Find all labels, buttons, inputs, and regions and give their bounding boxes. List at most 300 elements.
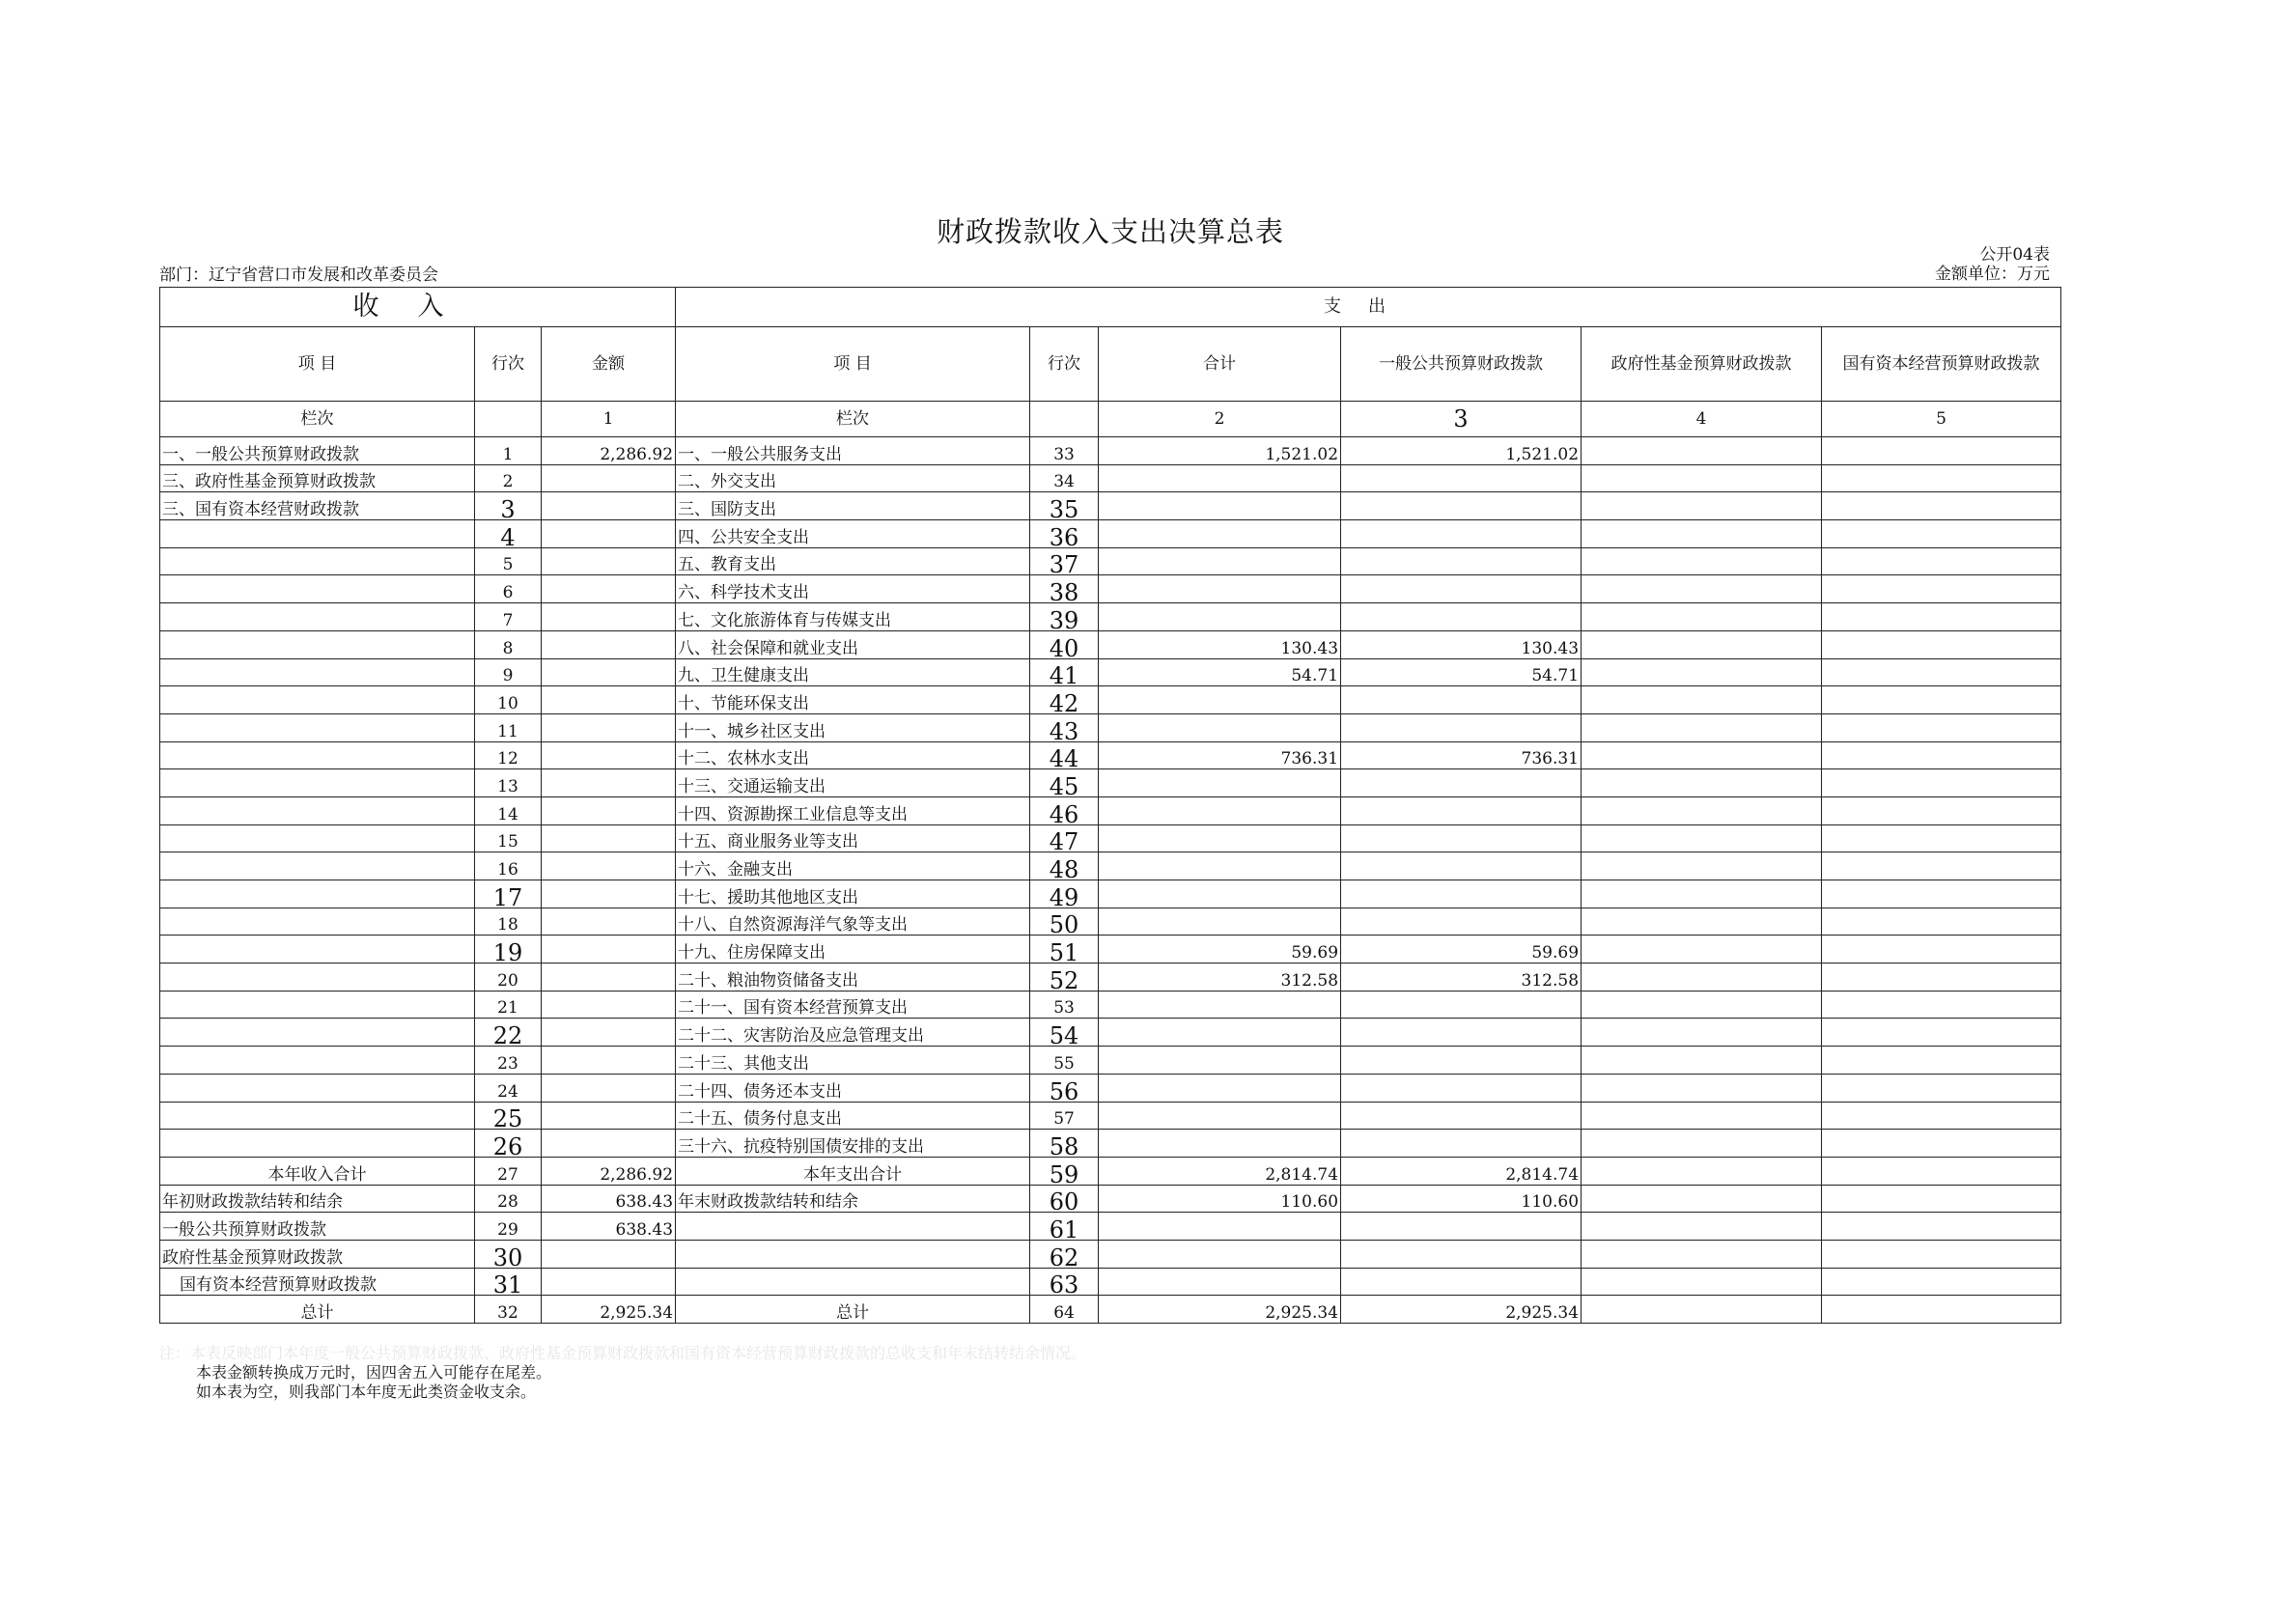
state-capital-cell	[1822, 713, 2061, 741]
expense-line-cell: 55	[1030, 1047, 1099, 1075]
general-budget-cell	[1341, 769, 1582, 797]
expense-item-cell: 十七、援助其他地区支出	[676, 880, 1030, 908]
income-item-cell	[160, 630, 475, 658]
gov-fund-cell	[1582, 964, 1822, 992]
income-amount-cell	[542, 824, 676, 852]
total-cell	[1099, 464, 1341, 492]
unit-label: 金额单位：万元	[1935, 265, 2050, 284]
expense-line-cell: 51	[1030, 936, 1099, 964]
col-expense-line: 行次	[1030, 327, 1099, 402]
income-line-cell: 27	[475, 1157, 542, 1185]
total-cell	[1099, 1074, 1341, 1102]
state-capital-cell	[1822, 1296, 2061, 1324]
expense-item-cell: 总计	[676, 1296, 1030, 1324]
col-state-capital: 国有资本经营预算财政拨款	[1822, 327, 2061, 402]
gov-fund-cell	[1582, 1213, 1822, 1241]
income-amount-cell	[542, 575, 676, 603]
income-item-cell	[160, 769, 475, 797]
note-line-1: 本表金额转换成万元时，因四舍五入可能存在尾差。	[196, 1363, 552, 1382]
income-item-cell	[160, 936, 475, 964]
income-item-cell	[160, 1130, 475, 1158]
income-amount-cell	[542, 796, 676, 824]
table-row	[160, 1157, 2061, 1185]
table-row	[160, 741, 2061, 769]
income-line-cell: 21	[475, 991, 542, 1019]
expense-item-cell: 十九、住房保障支出	[676, 936, 1030, 964]
general-budget-cell: 2,814.74	[1341, 1157, 1582, 1185]
income-item-cell	[160, 796, 475, 824]
income-item-cell	[160, 908, 475, 936]
gov-fund-cell	[1582, 1157, 1822, 1185]
expense-line-cell: 34	[1030, 464, 1099, 492]
expense-item-cell: 十八、自然资源海洋气象等支出	[676, 908, 1030, 936]
state-capital-cell	[1822, 547, 2061, 575]
income-line-cell: 26	[475, 1130, 542, 1158]
table-row	[160, 437, 2061, 465]
general-budget-cell	[1341, 1047, 1582, 1075]
total-cell	[1099, 492, 1341, 520]
income-item-cell	[160, 658, 475, 686]
expense-line-cell: 58	[1030, 1130, 1099, 1158]
col-num-4: 4	[1582, 402, 1822, 437]
total-cell	[1099, 1102, 1341, 1130]
page-title: 财政拨款收入支出决算总表	[936, 215, 1284, 248]
expense-item-cell: 二十一、国有资本经营预算支出	[676, 991, 1030, 1019]
expense-item-cell: 十一、城乡社区支出	[676, 713, 1030, 741]
income-item-cell	[160, 741, 475, 769]
expense-line-cell: 60	[1030, 1185, 1099, 1213]
income-header: 收入	[160, 288, 676, 327]
income-item-cell	[160, 603, 475, 631]
expense-item-cell	[676, 1213, 1030, 1241]
general-budget-cell	[1341, 1240, 1582, 1268]
expense-item-cell	[676, 1240, 1030, 1268]
total-cell	[1099, 1240, 1341, 1268]
state-capital-cell	[1822, 1157, 2061, 1185]
income-line-cell: 13	[475, 769, 542, 797]
general-budget-cell	[1341, 1102, 1582, 1130]
general-budget-cell: 312.58	[1341, 964, 1582, 992]
income-amount-cell	[542, 1074, 676, 1102]
notes	[159, 1344, 1086, 1402]
state-capital-cell	[1822, 464, 2061, 492]
expense-item-cell: 二十五、债务付息支出	[676, 1102, 1030, 1130]
general-budget-cell	[1341, 908, 1582, 936]
income-item-cell: 三、国有资本经营财政拨款	[160, 492, 475, 520]
expense-item-cell: 三十六、抗疫特别国债安排的支出	[676, 1130, 1030, 1158]
total-cell	[1099, 1268, 1341, 1296]
income-item-cell: 年初财政拨款结转和结余	[160, 1185, 475, 1213]
income-item-cell	[160, 575, 475, 603]
income-line-cell: 11	[475, 713, 542, 741]
state-capital-cell	[1822, 630, 2061, 658]
col-general-budget: 一般公共预算财政拨款	[1341, 327, 1582, 402]
income-line-cell: 19	[475, 936, 542, 964]
expense-item-cell: 十四、资源勘探工业信息等支出	[676, 796, 1030, 824]
state-capital-cell	[1822, 1047, 2061, 1075]
state-capital-cell	[1822, 880, 2061, 908]
income-line-cell: 15	[475, 824, 542, 852]
expense-item-cell: 年末财政拨款结转和结余	[676, 1185, 1030, 1213]
income-amount-cell	[542, 1130, 676, 1158]
income-line-cell: 4	[475, 520, 542, 548]
income-line-cell: 5	[475, 547, 542, 575]
income-line-cell: 14	[475, 796, 542, 824]
table-row	[160, 520, 2061, 548]
expense-line-cell: 37	[1030, 547, 1099, 575]
table-row	[160, 1240, 2061, 1268]
total-cell	[1099, 575, 1341, 603]
expense-item-cell: 九、卫生健康支出	[676, 658, 1030, 686]
gov-fund-cell	[1582, 991, 1822, 1019]
state-capital-cell	[1822, 908, 2061, 936]
income-line-cell: 12	[475, 741, 542, 769]
expense-item-cell: 本年支出合计	[676, 1157, 1030, 1185]
income-amount-cell	[542, 852, 676, 880]
col-num-label-left: 栏次	[160, 402, 475, 437]
state-capital-cell	[1822, 964, 2061, 992]
state-capital-cell	[1822, 575, 2061, 603]
col-income-item: 项 目	[160, 327, 475, 402]
col-total: 合计	[1099, 327, 1341, 402]
income-amount-cell	[542, 991, 676, 1019]
income-line-cell: 7	[475, 603, 542, 631]
expense-item-cell: 二十二、灾害防治及应急管理支出	[676, 1019, 1030, 1047]
expense-line-cell: 59	[1030, 1157, 1099, 1185]
income-line-cell: 17	[475, 880, 542, 908]
section-header-row	[160, 288, 2061, 327]
table-row	[160, 1130, 2061, 1158]
table-row	[160, 964, 2061, 992]
expense-line-cell: 33	[1030, 437, 1099, 465]
income-amount-cell	[542, 1019, 676, 1047]
income-item-cell	[160, 852, 475, 880]
note-faint: 注：本表反映部门本年度一般公共预算财政拨款、政府性基金预算财政拨款和国有资本经营预算财政拨款的总收支和年末结转结余情况。	[159, 1344, 1087, 1362]
table-row	[160, 630, 2061, 658]
total-cell: 130.43	[1099, 630, 1341, 658]
income-line-cell: 8	[475, 630, 542, 658]
expense-item-cell: 三、国防支出	[676, 492, 1030, 520]
income-line-cell: 28	[475, 1185, 542, 1213]
income-amount-cell	[542, 658, 676, 686]
table-row	[160, 658, 2061, 686]
table-row	[160, 796, 2061, 824]
general-budget-cell: 59.69	[1341, 936, 1582, 964]
expense-item-cell: 一、一般公共服务支出	[676, 437, 1030, 465]
table-row	[160, 575, 2061, 603]
general-budget-cell	[1341, 520, 1582, 548]
general-budget-cell: 110.60	[1341, 1185, 1582, 1213]
general-budget-cell: 130.43	[1341, 630, 1582, 658]
col-num-3: 3	[1341, 402, 1582, 437]
income-item-cell: 一般公共预算财政拨款	[160, 1213, 475, 1241]
state-capital-cell	[1822, 1240, 2061, 1268]
income-amount-cell	[542, 936, 676, 964]
income-line-cell: 32	[475, 1296, 542, 1324]
gov-fund-cell	[1582, 1074, 1822, 1102]
col-num-1: 1	[542, 402, 676, 437]
col-income-amount: 金额	[542, 327, 676, 402]
general-budget-cell	[1341, 686, 1582, 714]
total-cell: 59.69	[1099, 936, 1341, 964]
expense-line-cell: 56	[1030, 1074, 1099, 1102]
income-line-cell: 20	[475, 964, 542, 992]
expense-item-cell: 十三、交通运输支出	[676, 769, 1030, 797]
col-num-empty	[475, 402, 542, 437]
income-item-cell	[160, 713, 475, 741]
gov-fund-cell	[1582, 1102, 1822, 1130]
gov-fund-cell	[1582, 1240, 1822, 1268]
expense-item-cell: 六、科学技术支出	[676, 575, 1030, 603]
income-amount-cell: 638.43	[542, 1185, 676, 1213]
gov-fund-cell	[1582, 1047, 1822, 1075]
income-amount-cell	[542, 908, 676, 936]
state-capital-cell	[1822, 852, 2061, 880]
total-cell	[1099, 908, 1341, 936]
expense-header: 支出	[676, 288, 2061, 327]
expense-line-cell: 47	[1030, 824, 1099, 852]
income-item-cell	[160, 1047, 475, 1075]
table-row	[160, 547, 2061, 575]
budget-table	[159, 287, 2061, 1324]
total-cell	[1099, 824, 1341, 852]
expense-item-cell: 十五、商业服务业等支出	[676, 824, 1030, 852]
gov-fund-cell	[1582, 852, 1822, 880]
income-amount-cell	[542, 464, 676, 492]
table-row	[160, 1213, 2061, 1241]
total-cell	[1099, 547, 1341, 575]
income-item-cell	[160, 520, 475, 548]
gov-fund-cell	[1582, 796, 1822, 824]
expense-item-cell	[676, 1268, 1030, 1296]
gov-fund-cell	[1582, 437, 1822, 465]
expense-line-cell: 50	[1030, 908, 1099, 936]
income-amount-cell: 2,286.92	[542, 1157, 676, 1185]
gov-fund-cell	[1582, 936, 1822, 964]
income-amount-cell	[542, 1268, 676, 1296]
income-amount-cell	[542, 769, 676, 797]
income-line-cell: 18	[475, 908, 542, 936]
income-amount-cell	[542, 741, 676, 769]
total-cell: 1,521.02	[1099, 437, 1341, 465]
note-line-2: 如本表为空，则我部门本年度无此类资金收支余。	[196, 1383, 537, 1401]
income-line-cell: 31	[475, 1268, 542, 1296]
state-capital-cell	[1822, 1019, 2061, 1047]
gov-fund-cell	[1582, 1296, 1822, 1324]
expense-line-cell: 42	[1030, 686, 1099, 714]
income-line-cell: 25	[475, 1102, 542, 1130]
income-line-cell: 3	[475, 492, 542, 520]
state-capital-cell	[1822, 1268, 2061, 1296]
total-cell	[1099, 769, 1341, 797]
income-line-cell: 24	[475, 1074, 542, 1102]
expense-item-cell: 二、外交支出	[676, 464, 1030, 492]
income-item-cell: 一、一般公共预算财政拨款	[160, 437, 475, 465]
table-row	[160, 686, 2061, 714]
table-row	[160, 908, 2061, 936]
income-amount-cell	[542, 1102, 676, 1130]
gov-fund-cell	[1582, 1185, 1822, 1213]
total-cell: 54.71	[1099, 658, 1341, 686]
column-header-row	[160, 327, 2061, 402]
expense-item-cell: 七、文化旅游体育与传媒支出	[676, 603, 1030, 631]
income-item-cell	[160, 1019, 475, 1047]
income-item-cell	[160, 964, 475, 992]
gov-fund-cell	[1582, 1019, 1822, 1047]
expense-line-cell: 36	[1030, 520, 1099, 548]
state-capital-cell	[1822, 603, 2061, 631]
income-line-cell: 2	[475, 464, 542, 492]
income-line-cell: 6	[475, 575, 542, 603]
income-line-cell: 9	[475, 658, 542, 686]
general-budget-cell	[1341, 880, 1582, 908]
income-amount-cell: 638.43	[542, 1213, 676, 1241]
column-number-row	[160, 402, 2061, 437]
state-capital-cell	[1822, 1185, 2061, 1213]
income-item-cell	[160, 686, 475, 714]
income-item-cell	[160, 991, 475, 1019]
total-cell: 2,925.34	[1099, 1296, 1341, 1324]
expense-line-cell: 44	[1030, 741, 1099, 769]
income-amount-cell	[542, 880, 676, 908]
general-budget-cell	[1341, 824, 1582, 852]
income-item-cell	[160, 824, 475, 852]
expense-line-cell: 45	[1030, 769, 1099, 797]
expense-item-cell: 八、社会保障和就业支出	[676, 630, 1030, 658]
table-row	[160, 824, 2061, 852]
general-budget-cell	[1341, 492, 1582, 520]
state-capital-cell	[1822, 686, 2061, 714]
expense-item-cell: 二十、粮油物资储备支出	[676, 964, 1030, 992]
general-budget-cell	[1341, 1130, 1582, 1158]
income-line-cell: 16	[475, 852, 542, 880]
general-budget-cell	[1341, 464, 1582, 492]
income-line-cell: 1	[475, 437, 542, 465]
income-item-cell	[160, 880, 475, 908]
gov-fund-cell	[1582, 603, 1822, 631]
income-item-cell: 国有资本经营预算财政拨款	[160, 1268, 475, 1296]
expense-line-cell: 57	[1030, 1102, 1099, 1130]
expense-item-cell: 二十四、债务还本支出	[676, 1074, 1030, 1102]
gov-fund-cell	[1582, 575, 1822, 603]
expense-line-cell: 52	[1030, 964, 1099, 992]
table-row	[160, 603, 2061, 631]
income-amount-cell: 2,286.92	[542, 437, 676, 465]
income-item-cell: 三、政府性基金预算财政拨款	[160, 464, 475, 492]
income-amount-cell	[542, 1240, 676, 1268]
state-capital-cell	[1822, 492, 2061, 520]
col-num-empty2	[1030, 402, 1099, 437]
state-capital-cell	[1822, 769, 2061, 797]
state-capital-cell	[1822, 741, 2061, 769]
state-capital-cell	[1822, 1102, 2061, 1130]
gov-fund-cell	[1582, 492, 1822, 520]
expense-line-cell: 64	[1030, 1296, 1099, 1324]
income-item-cell	[160, 1102, 475, 1130]
gov-fund-cell	[1582, 630, 1822, 658]
col-expense-item: 项 目	[676, 327, 1030, 402]
income-item-cell	[160, 1074, 475, 1102]
table-row	[160, 1102, 2061, 1130]
income-amount-cell	[542, 603, 676, 631]
total-cell	[1099, 1130, 1341, 1158]
state-capital-cell	[1822, 936, 2061, 964]
income-item-cell: 总计	[160, 1296, 475, 1324]
income-line-cell: 30	[475, 1240, 542, 1268]
income-item-cell: 政府性基金预算财政拨款	[160, 1240, 475, 1268]
income-amount-cell: 2,925.34	[542, 1296, 676, 1324]
gov-fund-cell	[1582, 520, 1822, 548]
total-cell: 312.58	[1099, 964, 1341, 992]
gov-fund-cell	[1582, 658, 1822, 686]
expense-line-cell: 49	[1030, 880, 1099, 908]
expense-line-cell: 62	[1030, 1240, 1099, 1268]
total-cell	[1099, 1047, 1341, 1075]
income-amount-cell	[542, 492, 676, 520]
income-amount-cell	[542, 964, 676, 992]
table-row	[160, 1019, 2061, 1047]
income-line-cell: 23	[475, 1047, 542, 1075]
income-amount-cell	[542, 547, 676, 575]
total-cell	[1099, 1019, 1341, 1047]
form-meta	[1935, 245, 2050, 284]
total-cell	[1099, 852, 1341, 880]
state-capital-cell	[1822, 437, 2061, 465]
table-row	[160, 880, 2061, 908]
general-budget-cell	[1341, 1213, 1582, 1241]
state-capital-cell	[1822, 520, 2061, 548]
expense-line-cell: 38	[1030, 575, 1099, 603]
total-cell: 736.31	[1099, 741, 1341, 769]
state-capital-cell	[1822, 1074, 2061, 1102]
table-row	[160, 852, 2061, 880]
col-income-line: 行次	[475, 327, 542, 402]
expense-line-cell: 54	[1030, 1019, 1099, 1047]
income-amount-cell	[542, 713, 676, 741]
state-capital-cell	[1822, 991, 2061, 1019]
table-row	[160, 936, 2061, 964]
gov-fund-cell	[1582, 741, 1822, 769]
expense-line-cell: 46	[1030, 796, 1099, 824]
expense-item-cell: 十、节能环保支出	[676, 686, 1030, 714]
total-cell	[1099, 686, 1341, 714]
income-amount-cell	[542, 520, 676, 548]
table-row	[160, 1296, 2061, 1324]
expense-line-cell: 40	[1030, 630, 1099, 658]
gov-fund-cell	[1582, 464, 1822, 492]
col-gov-fund: 政府性基金预算财政拨款	[1582, 327, 1822, 402]
expense-line-cell: 39	[1030, 603, 1099, 631]
general-budget-cell	[1341, 713, 1582, 741]
general-budget-cell	[1341, 575, 1582, 603]
income-amount-cell	[542, 686, 676, 714]
total-cell: 110.60	[1099, 1185, 1341, 1213]
general-budget-cell	[1341, 547, 1582, 575]
col-num-label-right: 栏次	[676, 402, 1030, 437]
general-budget-cell	[1341, 1074, 1582, 1102]
income-item-cell: 本年收入合计	[160, 1157, 475, 1185]
general-budget-cell	[1341, 603, 1582, 631]
gov-fund-cell	[1582, 713, 1822, 741]
table-row	[160, 769, 2061, 797]
table-row	[160, 464, 2061, 492]
income-item-cell	[160, 547, 475, 575]
total-cell: 2,814.74	[1099, 1157, 1341, 1185]
gov-fund-cell	[1582, 824, 1822, 852]
gov-fund-cell	[1582, 908, 1822, 936]
general-budget-cell: 54.71	[1341, 658, 1582, 686]
table-row	[160, 492, 2061, 520]
